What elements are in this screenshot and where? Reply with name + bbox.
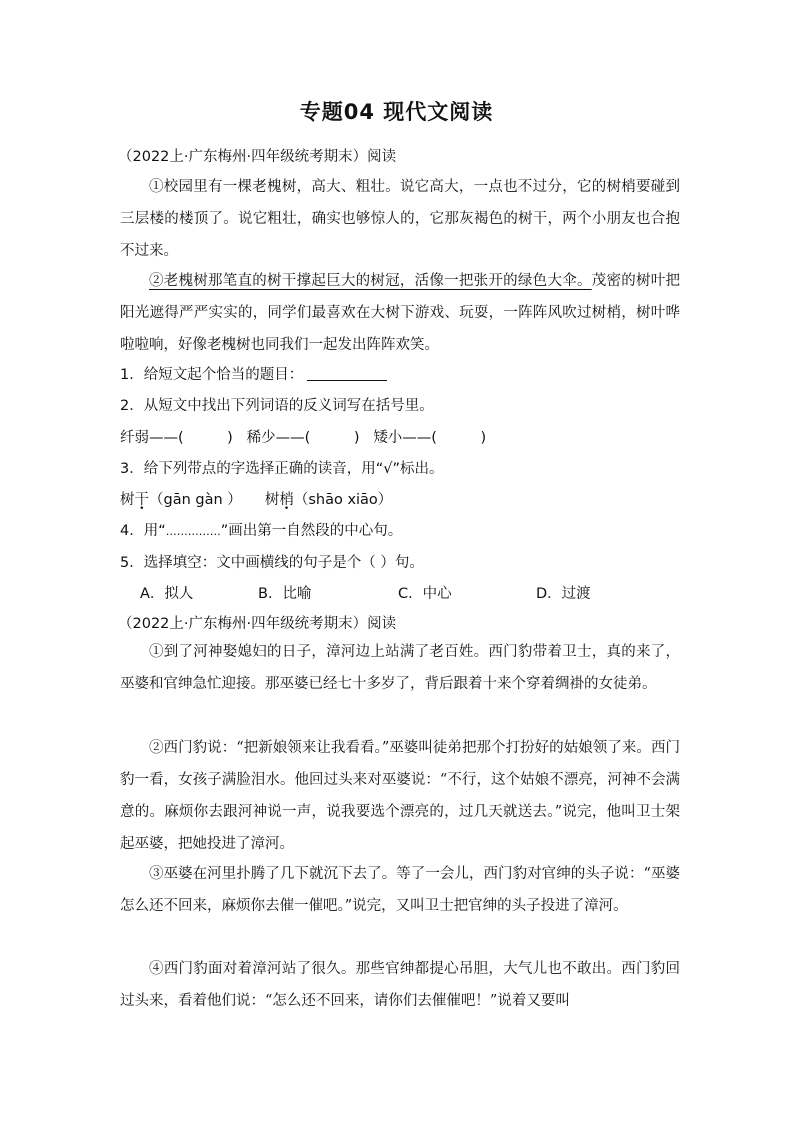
question-1-text: 1．给短文起个恰当的题目：	[120, 367, 304, 383]
section1-paragraph-1: ①校园里有一棵老槐树，高大、粗壮。说它高大，一点也不过分，它的树梢要碰到三层楼的楼顶了。说它粗壮，确实也够惊人的，它那灰褐色的树干，两个小朋友也合抱不过来。	[120, 179, 680, 259]
option-b[interactable]: B．比喻	[258, 586, 312, 602]
word-item: 矮小——( )	[373, 430, 487, 446]
question-5-options	[140, 582, 720, 603]
paragraph-2-rest: 茂密的树叶把阳光遮得严严实实的，同学们最喜欢在大树下游戏、玩耍，一阵阵风吹过树梢，树叶哗啦啦响，好像老槐树也同我们一起发出阵阵欢笑。	[120, 273, 681, 353]
option-a[interactable]: A．拟人	[140, 586, 194, 602]
underlined-sentence: ②老槐树那笔直的树干撑起巨大的树冠，活像一把张开的绿色大伞。	[149, 273, 592, 289]
section2-source: （2022上·广东梅州·四年级统考期末）阅读	[118, 616, 397, 632]
section2-paragraph-4: ④西门豹面对着漳河站了很久。那些官绅都提心吊胆，大气儿也不敢出。西门豹回过头来，看着他们说：“怎么还不回来，请你们去催催吧！”说着又要叫	[120, 961, 680, 1009]
question-2: 2．从短文中找出下列词语的反义词写在括号里。	[120, 398, 434, 414]
question-1	[120, 363, 700, 384]
section1-paragraph-2	[120, 265, 680, 361]
question-5: 5．选择填空：文中画横线的句子是个（ ）句。	[120, 555, 424, 571]
dotted-line-mark: ……………	[165, 525, 221, 538]
answer-blank[interactable]	[307, 366, 387, 381]
section2-paragraph-1: ①到了河神娶媳妇的日子，漳河边上站满了老百姓。西门豹带着卫士，真的来了，巫婆和官绅急忙迎接。那巫婆已经七十多岁了，背后跟着十来个穿着绸褂的女徒弟。	[120, 644, 680, 692]
question-2-words	[120, 426, 700, 447]
question-3: 3．给下列带点的字选择正确的读音，用“√”标出。	[120, 461, 444, 477]
option-c[interactable]: C．中心	[398, 586, 452, 602]
option-d[interactable]: D．过渡	[536, 586, 591, 602]
page-title: 专题04 现代文阅读	[299, 100, 494, 124]
pinyin-item-1: 树干（gān gàn ）	[120, 492, 242, 508]
word-item: 纤弱——( )	[120, 430, 233, 446]
question-3-items	[120, 488, 700, 509]
question-4: 4．用“……………”画出第一自然段的中心句。	[120, 523, 403, 539]
word-item: 稀少——( )	[246, 430, 360, 446]
dotted-char: 梢	[279, 492, 294, 508]
pinyin-item-2: 树梢（shāo xiāo）	[264, 492, 393, 508]
section1-source: （2022上·广东梅州·四年级统考期末）阅读	[118, 149, 397, 165]
section2-paragraph-3: ③巫婆在河里扑腾了几下就沉下去了。等了一会儿，西门豹对官绅的头子说：“巫婆怎么还不回来，麻烦你去催一催吧。”说完，又叫卫士把官绅的头子投进了漳河。	[120, 866, 680, 914]
dotted-char: 干	[134, 492, 149, 508]
section2-paragraph-2: ②西门豹说：“把新娘领来让我看看。”巫婆叫徒弟把那个打扮好的姑娘领了来。西门豹一看，女孩子满脸泪水。他回过头来对巫婆说：“不行，这个姑娘不漂亮，河神不会满意的。麻烦你去跟河神说一声，说我要选个漂亮的，过几天就送去。”说完，他叫卫士架起巫婆，把她投进了漳河。	[120, 740, 680, 852]
